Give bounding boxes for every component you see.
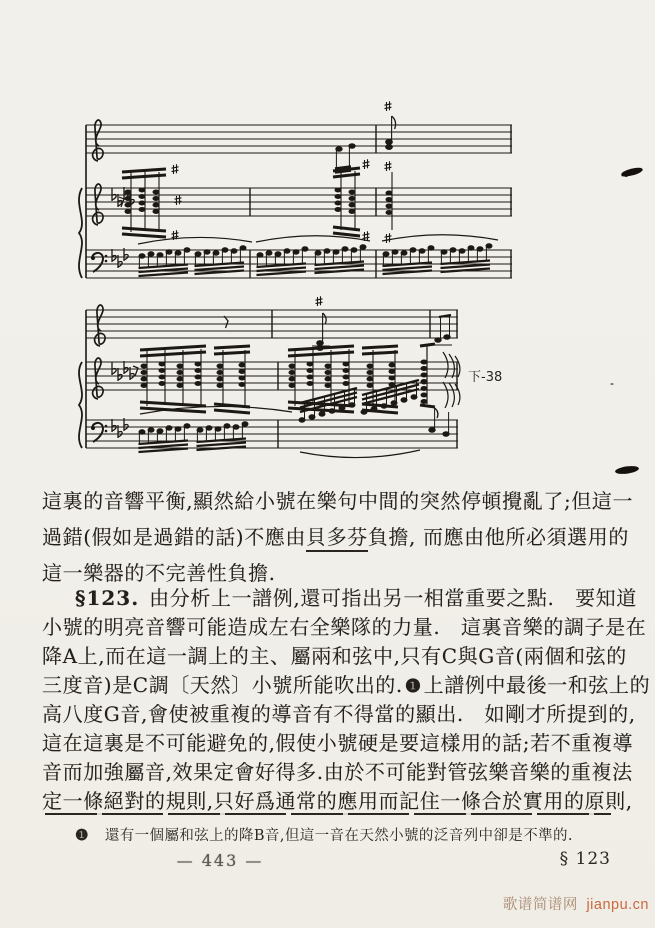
treble-clef-icon: [93, 358, 104, 399]
footnote-text: 還有一個屬和弦上的降B音,但這一音在天然小號的泛音列中卻是不準的.: [104, 828, 573, 844]
text-run: 這在這裏是不可能避免的,假使小號硬是要這樣用的話;若不重複導: [42, 731, 634, 755]
paragraph1-line: [42, 560, 276, 586]
trumpet-notes: [224, 296, 452, 350]
section-number: § 123: [559, 849, 611, 869]
chord-cluster: [333, 159, 370, 241]
paragraph2-line: [42, 672, 650, 700]
paragraph1-line: [42, 524, 629, 550]
paragraph1-line: [42, 488, 633, 514]
paragraph2-line: [42, 730, 633, 756]
watermark-site-url: jianpu.cn: [586, 897, 649, 913]
section-marker: §123.: [75, 586, 140, 610]
text-run: 降A上,而在這一調上的主、屬兩和弦中,只有C與G音(兩個和弦的: [42, 644, 627, 668]
proper-name-underlined: 貝多芬: [306, 525, 368, 552]
paragraph2-line: [42, 788, 633, 814]
page-number: — 443 —: [176, 851, 264, 870]
text-run: 負擔, 而應由他所必須選用的: [367, 525, 629, 549]
piano-brace: [79, 188, 82, 278]
paragraph2-line: [42, 701, 636, 727]
text-run: 小號的明亮音響可能造成左右全樂隊的力量. 這裏音樂的調子是在: [42, 615, 647, 639]
key-signature-flats: [112, 361, 134, 438]
text-run: 音而加強屬音,效果定會好得多.由於不可能對管弦樂音樂的重複法: [42, 760, 633, 784]
music-system-2: [79, 296, 502, 457]
music-system-1: [79, 101, 512, 278]
text-run: 定一條絕對的規則,只好爲通常的應用而記住一條合於實用的原則,: [42, 789, 633, 813]
paragraph2-line: [42, 614, 646, 640]
paragraph2-line: [42, 759, 633, 785]
text-run: 上譜例中最後一和弦上的: [423, 673, 651, 697]
footnote: [75, 824, 605, 845]
text-run: 高八度G音,會使被重複的導音有不得當的顯出. 如剛才所提到的,: [42, 702, 636, 726]
bass-clef-icon: [91, 253, 107, 272]
text-run: 這一樂器的不完善性負擔.: [42, 561, 276, 585]
paragraph2-line: [42, 643, 627, 669]
treble-clef-icon: [93, 184, 104, 225]
text-run: 三度音)是C調〔天然〕小號所能吹出的.: [42, 673, 403, 697]
ink-speck: [610, 383, 613, 385]
text-run: 由分析上一譜例,還可指出另一相當重要之點. 要知道: [149, 586, 637, 610]
piano-brace: [79, 362, 82, 448]
ink-smudge: [615, 465, 640, 475]
text-run: 過錯(假如是過錯的話)不應由: [42, 525, 307, 549]
footnote-reference-marker: ❶: [404, 676, 422, 697]
footnote-marker: ❶: [75, 826, 89, 844]
watermark-site-name: 歌谱简谱网: [502, 897, 578, 913]
score-reference-annotation: 下-38: [468, 370, 503, 385]
treble-clef-icon: [93, 120, 104, 161]
paragraph2-line: [42, 585, 637, 611]
treble-clef-icon: [95, 305, 106, 346]
bass-run-figures: [138, 235, 498, 276]
trumpet-notes: [335, 101, 396, 172]
chord-cluster: [133, 346, 250, 413]
footnote-separator-rule: [45, 813, 611, 815]
bass-run-figures: [139, 380, 450, 458]
site-watermark: [503, 893, 649, 914]
bass-clef-icon: [91, 423, 107, 442]
text-run: 這裏的音響平衡,顯然給小號在樂句中間的突然停頓攪亂了;但這一: [42, 489, 634, 513]
ink-smudges: [610, 166, 643, 475]
